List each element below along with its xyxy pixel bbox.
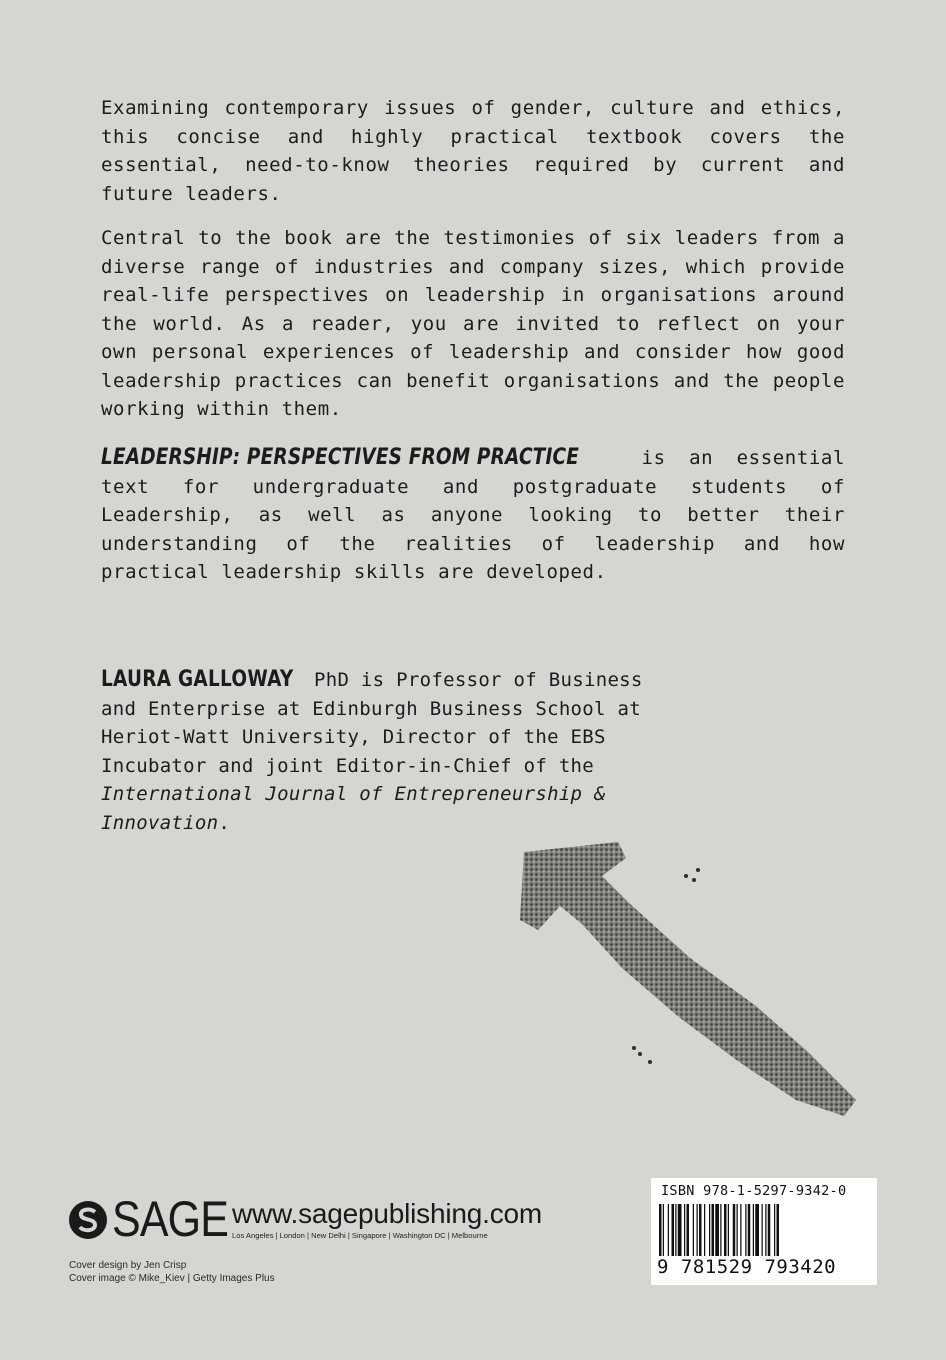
barcode-bar: [678, 1204, 682, 1256]
author-bio-end: .: [218, 811, 231, 834]
barcode-bar: [715, 1204, 719, 1256]
barcode-bar: [693, 1204, 694, 1256]
barcode-bar: [659, 1204, 662, 1256]
barcode-bar: [777, 1204, 780, 1256]
blurb-paragraph-1: Examining contemporary issues of gender, culture and ethics, this concise and highly practical textbook covers the essential, need-to-know theories required by current and future leaders.: [101, 97, 845, 205]
barcode-bar: [697, 1204, 698, 1256]
barcode-bar: [672, 1204, 675, 1256]
author-bio-text: PhD is Professor of Business and Enterprise at Edinburgh Business School at Heriot-Watt University, Director of the EBS Incubator and joint Editor-in-Chief of the: [101, 669, 643, 777]
blurb-paragraph-3: [101, 444, 845, 587]
barcode-digits: 9 781529 793420: [657, 1256, 837, 1278]
barcode-bar: [724, 1204, 727, 1256]
crowd-arrow-image: [510, 838, 870, 1128]
barcode-bar: [709, 1204, 710, 1256]
barcode-bar: [668, 1204, 669, 1256]
barcode-bar: [755, 1204, 759, 1256]
barcode-bar: [728, 1204, 729, 1256]
book-title: LEADERSHIP: PERSPECTIVES FROM PRACTICE: [101, 445, 580, 470]
barcode-bar: [684, 1204, 685, 1256]
barcode-bar: [687, 1204, 690, 1256]
isbn-text: ISBN 978-1-5297-9342-0: [661, 1183, 847, 1199]
publisher-cities: Los Angeles | London | New Delhi | Singapore | Washington DC | Melbourne: [232, 1231, 488, 1240]
barcode-bar: [675, 1204, 676, 1256]
author-bio: [101, 666, 681, 837]
barcode-bar: [774, 1204, 775, 1256]
barcode-bar: [699, 1204, 702, 1256]
barcode-bar: [663, 1204, 664, 1256]
barcode-bar: [765, 1204, 766, 1256]
barcode-bar: [748, 1204, 751, 1256]
barcode-label: [651, 1178, 877, 1285]
cover-credits: [69, 1259, 275, 1285]
barcode-bar: [753, 1204, 754, 1256]
barcode-bars: [659, 1204, 871, 1256]
barcode-bar: [737, 1204, 738, 1256]
barcode-bar: [712, 1204, 715, 1256]
sage-wordmark: SAGE: [112, 1191, 229, 1247]
publisher-url[interactable]: www.sagepublishing.com: [232, 1198, 542, 1229]
barcode-bar: [768, 1204, 771, 1256]
cover-image-credit: Cover image © Mike_Kiev | Getty Images Plus: [69, 1273, 275, 1284]
sage-emblem-icon: [68, 1200, 108, 1240]
author-name: LAURA GALLOWAY: [101, 667, 294, 692]
barcode-bar: [720, 1204, 721, 1256]
barcode-bar: [704, 1204, 705, 1256]
barcode-bar: [740, 1204, 741, 1256]
barcode-bar: [745, 1204, 746, 1256]
barcode-bar: [733, 1204, 736, 1256]
blurb-paragraph-3-text: is an essential text for undergraduate and postgraduate students of Leadership, as well as anyone looking to better their understanding of the realities of leadership and how practical leadership skills are developed.: [101, 447, 845, 583]
journal-name: International Journal of Entrepreneurship & Innovation: [101, 783, 606, 834]
blurb-paragraph-2: Central to the book are the testimonies of six leaders from a diverse range of industries and company sizes, which provide real-life perspectives on leadership in organisations around the world. As a reader, you are invited to reflect on your own personal experiences of leadership and consider how good leadership practices can benefit organisations and the people working within them.: [101, 227, 845, 420]
cover-design-credit: Cover design by Jen Crisp: [69, 1260, 187, 1271]
crowd-arrow-shape: [520, 842, 856, 1116]
barcode-bar: [762, 1204, 763, 1256]
